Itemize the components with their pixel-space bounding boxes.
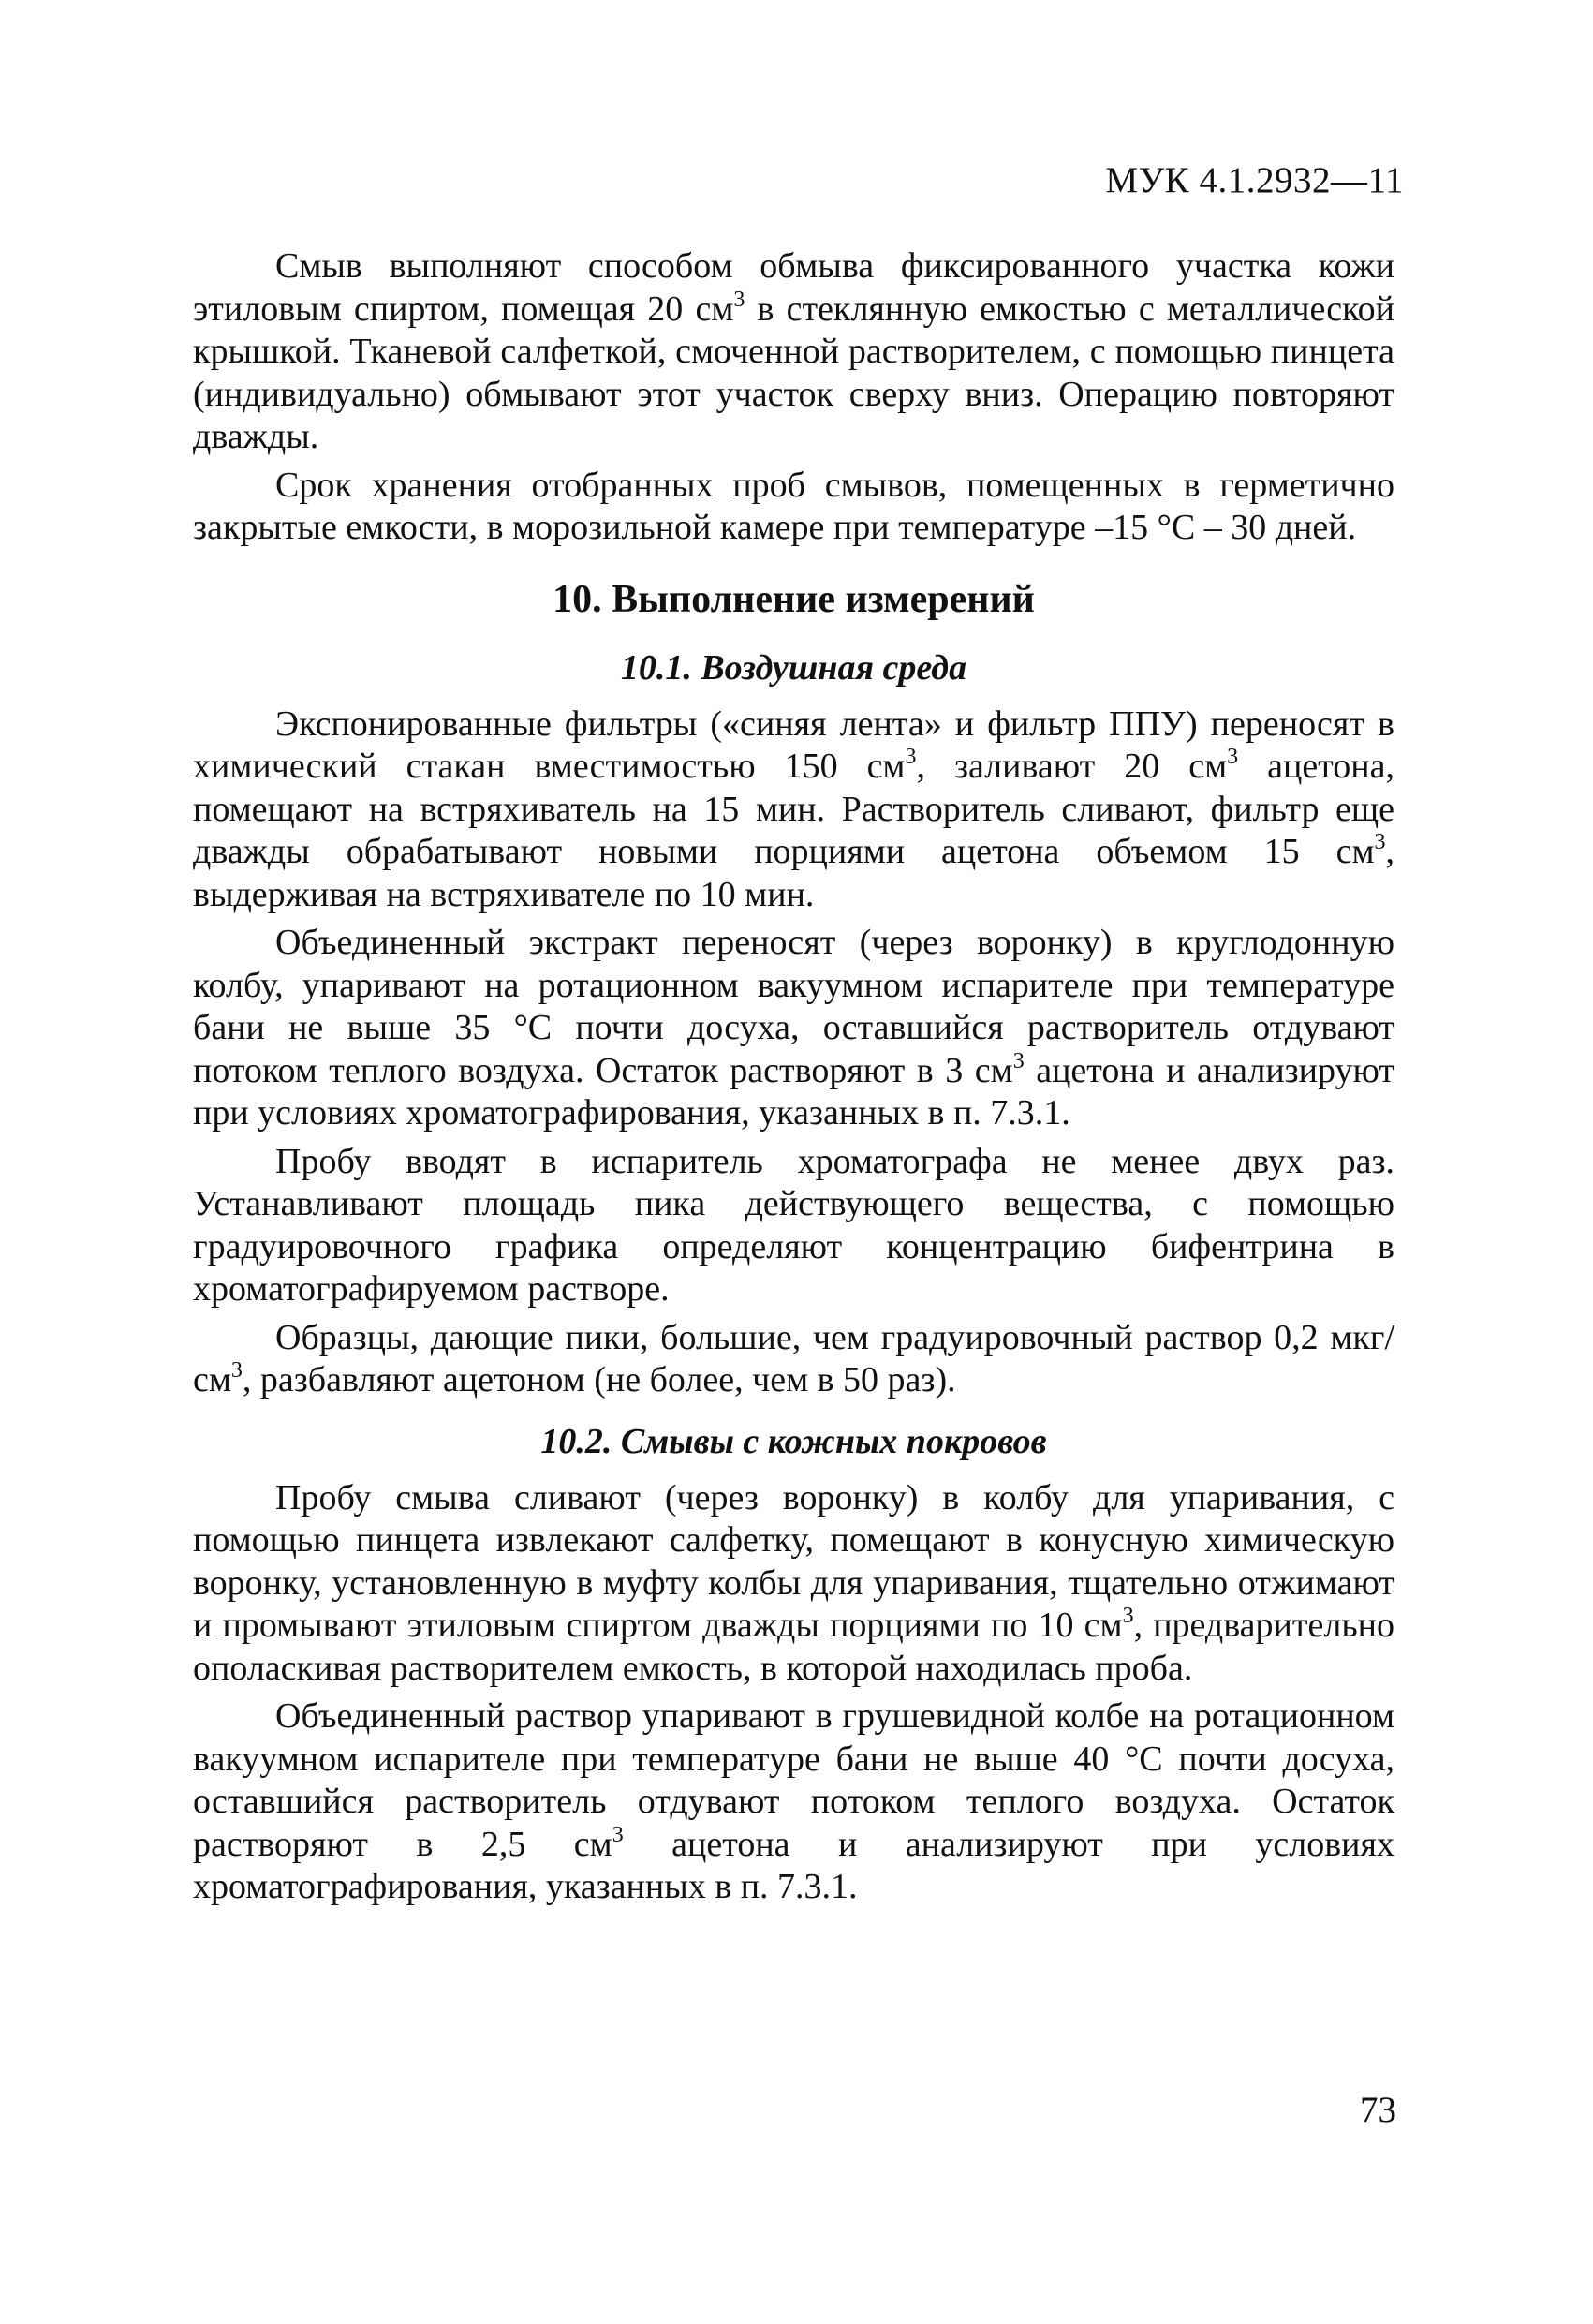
subsection-title-air: 10.1. Воздушная среда — [620, 647, 967, 688]
superscript: 3 — [1227, 745, 1239, 769]
paragraph-skin-evaporation — [193, 1695, 1394, 1909]
superscript: 3 — [733, 287, 745, 312]
page-number: 73 — [1360, 2090, 1396, 2130]
text-run: , заливают 20 см — [916, 747, 1228, 786]
paragraph-wash-method — [193, 245, 1394, 459]
paragraph-air-filters — [193, 703, 1394, 917]
superscript: 3 — [1122, 1604, 1134, 1628]
text-run: ацетона, помещают на встряхиватель на 15 мин. Растворитель сливают, фильтр еще дважды обрабатывают новыми порциями ацетона объемом 15 см — [193, 747, 1394, 871]
text-run: Экспонированные фильтры («синяя лента» и фильтр ППУ) переносят в химический стакан вместимостью 150 см — [193, 703, 1394, 786]
superscript: 3 — [230, 1358, 243, 1383]
section-title: 10. Выполнение измерений — [553, 577, 1035, 621]
superscript: 3 — [1374, 830, 1386, 854]
text-run: , разбавляют ацетоном (не более, чем в 50 раз). — [242, 1360, 956, 1399]
text-run: Объединенный раствор упаривают в грушевидной колбе на ротационном вакуумном испарителе при температуре бани не выше 40 °С почти досуха, оставшийся растворитель отдувают потоком теплого воздуха. Остаток растворяют в 2,5 см — [193, 1696, 1394, 1864]
text-run: ацетона и анализируют при условиях хроматографирования, указанных в п. 7.3.1. — [193, 1824, 1394, 1906]
text-run: Пробу смыва сливают (через воронку) в колбу для упаривания, с помощью пинцета извлекают салфетку, помещают в конусную химическую воронку, установленную в муфту колбы для упаривания, тщательно отжимают и промывают этиловым спиртом дважды порциями по 10 см — [193, 1477, 1394, 1645]
text-run: ацетона и анализируют при условиях хроматографирования, указанных в п. 7.3.1. — [193, 1050, 1394, 1132]
paragraph-air-injection: Пробу вводят в испаритель хроматографа не менее двух раз. Устанавливают площадь пика действующего вещества, с помощью градуировочного графика определяют концентрацию бифентрина в хроматографируемом растворе. — [193, 1141, 1394, 1309]
text-run: Смыв выполняют способом обмыва фиксированного участка кожи этиловым спиртом, помещая 20 см — [193, 246, 1394, 329]
text-run: , выдерживая на встряхивателе по 10 мин. — [193, 832, 1394, 914]
superscript: 3 — [612, 1822, 624, 1847]
superscript: 3 — [905, 745, 917, 769]
paragraph-skin-wash — [193, 1477, 1394, 1691]
text-run: Образцы, дающие пики, большие, чем градуировочный раствор 0,2 мкг/см — [193, 1317, 1394, 1399]
paragraph-air-extract — [193, 922, 1394, 1135]
text-run: Объединенный экстракт переносят (через воронку) в круглодонную колбу, упаривают на ротационном вакуумном испарителе при температуре бани не выше 35 °С почти досуха, оставшийся растворитель отдувают потоком теплого воздуха. Остаток растворяют в 3 см — [193, 923, 1394, 1090]
text-run: , предварительно ополаскивая растворителем емкость, в которой находилась проба. — [193, 1606, 1394, 1688]
paragraph-storage: Срок хранения отобранных проб смывов, помещенных в герметично закрытые емкости, в морозильной камере при температуре –15 °С – 30 дней. — [193, 465, 1394, 547]
superscript: 3 — [1012, 1048, 1025, 1073]
subsection-title-skin: 10.2. Смывы с кожных покровов — [540, 1421, 1047, 1461]
text-run: в стеклянную емкостью с металлической крышкой. Тканевой салфеткой, смоченной растворителем, с помощью пинцета (индивидуально) обмывают этот участок сверху вниз. Операцию повторяют дважды. — [193, 289, 1394, 456]
document-body — [193, 245, 1394, 1915]
paragraph-air-dilution — [193, 1317, 1394, 1402]
document-code-header: МУК 4.1.2932—11 — [1105, 160, 1404, 200]
